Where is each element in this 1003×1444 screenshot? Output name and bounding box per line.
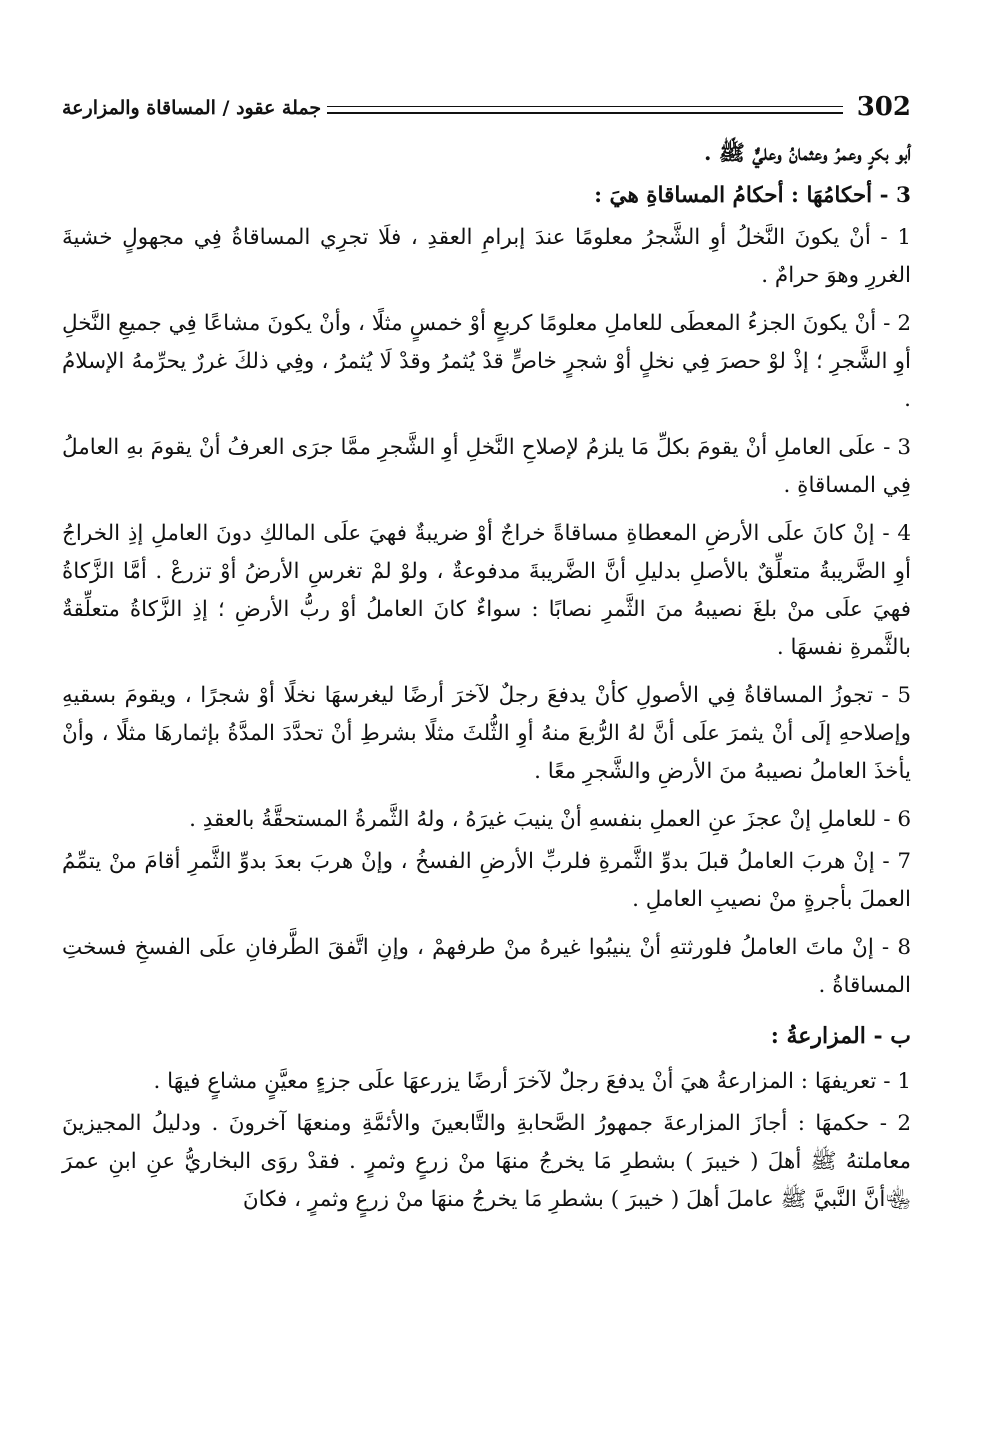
header-rule [327, 106, 843, 114]
section-b-heading: ب - المزارعةُ : [770, 1023, 911, 1049]
ahkam-item-5: 5 - تجوزُ المساقاةُ فِي الأصولِ كأنْ يدفعَ رجلٌ لآخرَ أرضًا ليغرسهَا نخلًا أوْ شجرًا ، ويقومَ بسقيهِ وإصلاحهِ إلَى أنْ يثمرَ علَى أنَّ لهُ الرُّبعَ منهُ أوِ الثُّلثَ مثلًا بشرطِ أنْ تحدَّدَ المدَّةُ بإثمارهَا مثلًا ، وأنْ يأخذَ العاملُ نصيبهُ منَ الأرضِ والشَّجرِ معًا . [62, 683, 911, 784]
page-number: 302 [856, 92, 911, 122]
muzaraa-item-1: 1 - تعريفهَا : المزارعةُ هيَ أنْ يدفعَ رجلٌ لآخرَ أرضًا يزرعهَا علَى جزءٍ معيَّنٍ مشاعٍ فيهَا . [153, 1069, 911, 1094]
ahkam-item-1: 1 - أنْ يكونَ النَّخلُ أوِ الشَّجرُ معلومًا عندَ إبرامِ العقدِ ، فلَا تجرِي المساقاةُ فِي مجهولٍ خشيةَ الغررِ وهوَ حرامٌ . [62, 225, 911, 288]
ahkam-item-2: 2 - أنْ يكونَ الجزءُ المعطَى للعاملِ معلومًا كربعٍ أوْ خمسٍ مثلًا ، وأنْ يكونَ مشاعًا فِي جميعِ النَّخلِ أوِ الشَّجرِ ؛ إذْ لوْ حصرَ فِي نخلٍ أوْ شجرٍ خاصٍّ قدْ يُثمرُ وقدْ لَا يُثمرُ ، وفِي ذلكَ غررٌ يحرِّمهُ الإسلامُ . [62, 311, 911, 412]
ahkam-item-3: 3 - علَى العاملِ أنْ يقومَ بكلِّ مَا يلزمُ لإصلاحِ النَّخلِ أوِ الشَّجرِ ممَّا جرَى العرفُ أنْ يقومَ بهِ العاملُ فِي المساقاةِ . [62, 435, 911, 498]
ahkam-heading: 3 - أحكامُهَا : أحكامُ المساقاةِ هيَ : [594, 183, 911, 208]
ahkam-item-4: 4 - إنْ كانَ علَى الأرضِ المعطاةِ مساقاةً خراجٌ أوْ ضريبةٌ فهيَ علَى المالكِ دونَ العاملِ إذِ الخراجُ أوِ الضَّريبةُ متعلِّقٌ بالأصلِ بدليلِ أنَّ الضَّريبةَ مدفوعةٌ ، ولوْ لمْ تغرسِ الأرضُ أوْ تزرعْ . أمَّا الزَّكاةُ فهيَ علَى منْ بلغَ نصيبهُ منَ الثَّمرِ نصابًا : سواءٌ كانَ العاملُ أوْ ربُّ الأرضِ ؛ إذِ الزَّكاةُ متعلِّقةٌ بالثَّمرةِ نفسهَا . [62, 521, 911, 660]
running-title: جملة عقود / المساقاة والمزارعة [62, 97, 322, 119]
page-body [62, 135, 911, 1229]
muzaraa-item-2: 2 - حكمهَا : أجازَ المزارعةَ جمهورُ الصَّحابةِ والتَّابعينَ والأئمَّةِ ومنعهَا آخرونَ . ودليلُ المجيزينَ معاملتهُ ﷺ أهلَ ( خيبرَ ) بشطرِ مَا يخرجُ منهَا منْ زرعٍ وثمرٍ . فقدْ روَى البخاريُّ عنِ ابنِ عمرَ ﵄أنَّ النَّبيَّ ﷺ عاملَ أهلَ ( خيبرَ ) بشطرِ مَا يخرجُ منهَا منْ زرعٍ وثمرٍ ، فكانَ [62, 1111, 911, 1212]
ahkam-item-8: 8 - إنْ ماتَ العاملُ فلورثتهِ أنْ ينيبُوا غيرهُ منْ طرفهمْ ، وإنِ اتَّفقَ الطَّرفانِ علَى الفسخِ فسختِ المساقاةُ . [62, 935, 911, 998]
ahkam-item-6: 6 - للعاملِ إنْ عجزَ عنِ العملِ بنفسهِ أنْ ينيبَ غيرَهُ ، ولهُ الثَّمرةُ المستحقَّةُ بالعقدِ . [189, 807, 911, 832]
ahkam-item-7: 7 - إنْ هربَ العاملُ قبلَ بدوِّ الثَّمرةِ فلربِّ الأرضِ الفسخُ ، وإنْ هربَ بعدَ بدوِّ الثَّمرِ أقامَ منْ يتمِّمُ العملَ بأجرةٍ منْ نصيبِ العاملِ . [62, 849, 911, 912]
intro-line: أبو بكرٍ وعمرُ وعثمانُ وعليٌّ ﷺ . [703, 141, 911, 166]
page-header [62, 80, 911, 120]
